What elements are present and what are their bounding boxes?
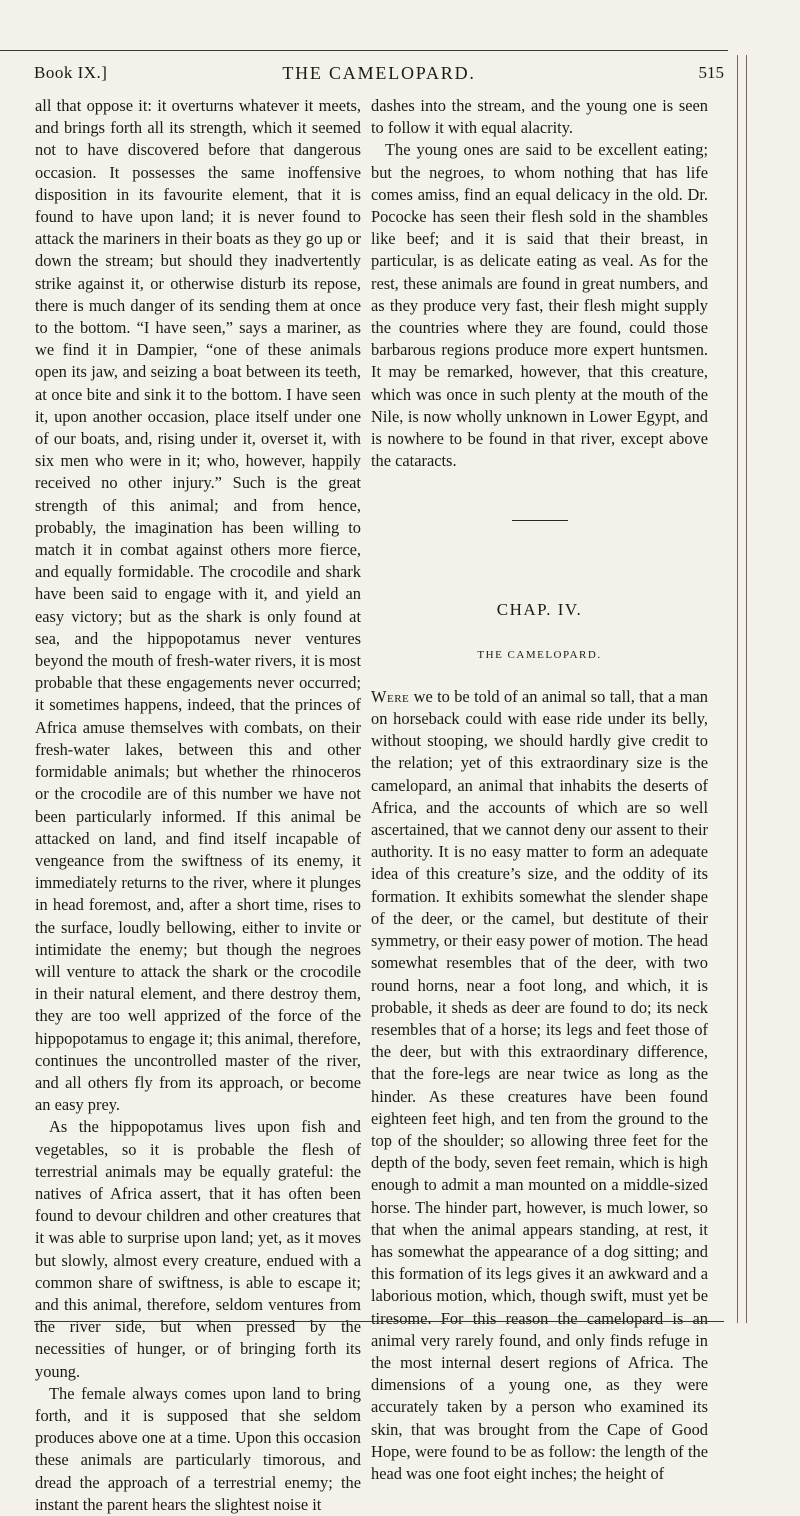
- opening-word: Were: [371, 686, 410, 706]
- bottom-rule: [34, 1321, 724, 1322]
- page-edge-line: [746, 55, 747, 1323]
- running-header: [34, 63, 724, 93]
- paragraph: dashes into the stream, and the young one is seen to follow it with equal alacrity.: [371, 96, 708, 138]
- page-edge-line: [737, 55, 738, 1323]
- top-rule: [0, 50, 728, 51]
- paragraph: all that oppose it: it overturns whatever it meets, and brings forth all its strength, which it seemed not to have discovered before that dangerous occasion. It possesses the same inoffensive disposition in its favourite element, that it is found to have upon land; it is never found to attack the mariners in their boats as they go up or down the stream; but should they inadvertently strike against it, or otherwise disturb its repose, there is much danger of its sending them at once to the bottom. “I have seen,” says a mariner, as we find it in Dampier, “one of these animals open its jaw, and seizing a boat between its teeth, at once bite and sink it to the bottom. I have seen it, upon another occasion, place itself under one of our boats, and, rising under it, overset it, with six men who were in it; who, however, happily received no other injury.” Such is the great strength of this animal; and from hence, probably, the imagination has been willing to match it in combat against others more fierce, and equally formidable. The crocodile and shark have been said to engage with it, and yield an easy victory; but as the shark is only found at sea, and the hippopotamus never ventures beyond the mouth of fresh-water rivers, it is most probable that these engagements never occurred; it sometimes happens, indeed, that the princes of Africa amuse themselves with combats, on their fresh-water lakes, between this and other formidable animals; but whether the rhinoceros or the crocodile are of this number we have not been particularly informed. If this animal be attacked on land, and find itself incapable of vengeance from the swiftness of its enemy, it immediately returns to the river, where it plunges in head foremost, and, after a short time, rises to the surface, loudly bellowing, either to invite or intimidate the enemy; but though the negroes will venture to attack the shark or the crocodile in their natural element, and there destroy them, they are too well apprized of the force of the hippopotamus to engage it; this animal, therefore, continues the uncontrolled master of the river, and all others fly from its approach, or become an easy prey.: [35, 96, 361, 1115]
- running-title: THE CAMELOPARD.: [282, 63, 476, 83]
- chapter-subtitle: THE CAMELOPARD.: [477, 648, 602, 661]
- paragraph: The young ones are said to be excellent eating; but the negroes, to whom nothing that has life comes amiss, find an equal delicacy in the old. Dr. Pococke has seen their flesh sold in the shambles like beef; and it is said that their breast, in particular, is as delicate eating as veal. As for the rest, these animals are found in great numbers, and as they produce very fast, their flesh might supply the countries where they are found, could those barbarous regions produce more expert huntsmen. It may be remarked, however, that this creature, which was once in such plenty at the mouth of the Nile, is now wholly unknown in Lower Egypt, and is nowhere to be found in that river, except above the cataracts.: [371, 140, 708, 471]
- left-column: [35, 95, 361, 1516]
- right-column: [371, 95, 708, 1485]
- chapter-title: CHAP. IV.: [496, 600, 583, 620]
- paragraph-text: we to be told of an animal so tall, that a man on horseback could with ease ride under its belly, without stooping, we should hardly give credit to the relation; yet of this extraordinary size is the camelopard, an animal that inhabits the deserts of Africa, and the accounts of which are so well ascertained, that we cannot deny our assent to their authority. It is no easy matter to form an adequate idea of this creature’s size, and the oddity of its formation. It exhibits somewhat the slender shape of the deer, or the camel, but destitute of their symmetry, or their easy power of motion. The head somewhat resembles that of the deer, with two round horns, near a foot long, and which, it is probable, it sheds as deer are found to do; its neck resembles that of a horse; its legs and feet those of the deer, but with this extraordinary difference, that the fore-legs are near twice as long as the hinder. As these creatures have been found eighteen feet high, and ten from the ground to the top of the shoulder; so allowing three feet for the depth of the body, seven feet remain, which is high enough to admit a man mounted on a middle-sized horse. The hinder part, however, is much lower, so that when the animal appears standing, at rest, it has somewhat the appearance of a dog sitting; and this formation of its legs gives it an awkward and a laborious motion, which, though swift, must yet be tiresome. For this reason the camelopard is an animal very rarely found, and only finds refuge in the most internal desert regions of Africa. The dimensions of a young one, as they were accurately taken by a person who examined its skin, that was brought from the Cape of Good Hope, were found to be as follow: the length of the head was one foot eight inches; the height of: [371, 686, 708, 1483]
- paragraph: The female always comes upon land to bring forth, and it is supposed that she seldom produces above one at a time. Upon this occasion these animals are particularly timorous, and dread the approach of a terrestrial enemy; the instant the parent hears the slightest noise it: [35, 1383, 361, 1514]
- book-label: Book IX.]: [34, 63, 108, 82]
- paragraph: As the hippopotamus lives upon fish and vegetables, so it is probable the flesh of terrestrial animals may be equally grateful: the natives of Africa assert, that it has often been found to devour children and other creatures that it was able to surprise upon land; yet, as it moves but slowly, almost every creature, endued with a common share of swiftness, is able to escape it; and this animal, therefore, seldom ventures from the river side, but when pressed by the necessities of hunger, or of bringing forth its young.: [35, 1117, 361, 1381]
- page-number: 515: [698, 63, 724, 82]
- section-divider: [512, 520, 568, 521]
- paragraph: [371, 686, 708, 1485]
